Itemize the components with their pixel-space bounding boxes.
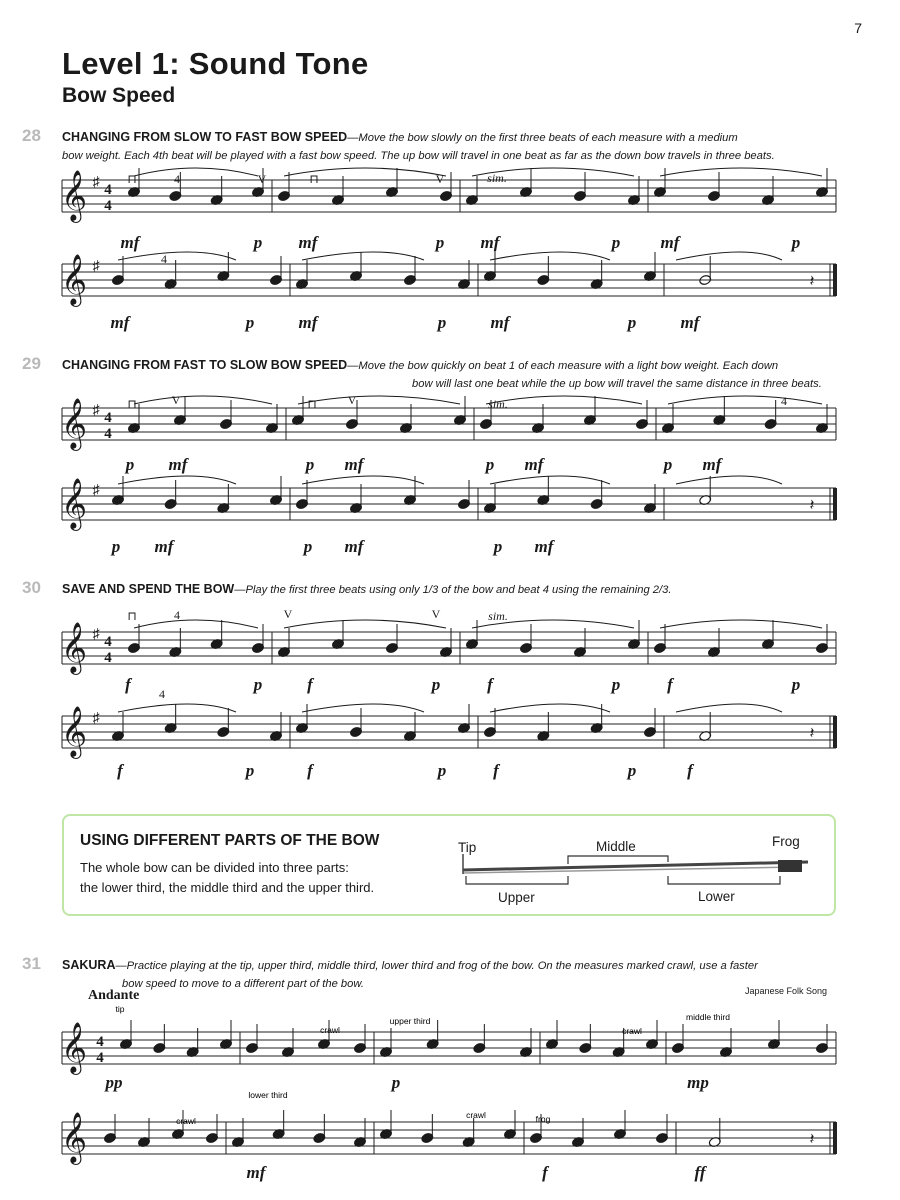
key-signature-sharp: ♯ xyxy=(92,711,100,726)
slur xyxy=(284,620,446,628)
bow-region-annotation: crawl xyxy=(320,1025,340,1035)
slur xyxy=(134,620,258,628)
quarter-rest: 𝄽 xyxy=(809,1131,815,1148)
dynamic-marking: f xyxy=(487,675,493,694)
finger-number: 4 xyxy=(174,172,180,186)
key-signature-sharp: ♯ xyxy=(92,259,100,274)
dynamic-marking: p xyxy=(791,233,801,252)
notes-layer xyxy=(103,168,828,1148)
bow-label-upper: Upper xyxy=(498,890,535,905)
up-bow-mark: V xyxy=(347,393,357,407)
time-signature-top: 4 xyxy=(104,182,112,198)
dynamic-marking: f xyxy=(307,675,313,694)
bow-region-annotation: tip xyxy=(115,1004,125,1014)
bow-frog xyxy=(778,860,802,872)
bow-region-annotation: crawl xyxy=(176,1116,196,1126)
sim-marking: sim. xyxy=(488,397,508,411)
down-bow-mark: ⊓ xyxy=(127,609,137,623)
bow-region-annotation: crawl xyxy=(622,1026,642,1036)
slur xyxy=(298,396,460,404)
section-subtitle: Bow Speed xyxy=(62,84,176,107)
quarter-rest: 𝄽 xyxy=(809,497,815,514)
slur xyxy=(118,704,236,712)
slur xyxy=(660,620,822,628)
exercise-number-30: 30 xyxy=(22,578,41,597)
time-signature-top: 4 xyxy=(96,1034,104,1050)
exercise-31-heading: SAKURA xyxy=(62,958,116,972)
dynamic-marking: f xyxy=(542,1163,548,1182)
up-bow-mark: V xyxy=(283,607,293,621)
bow-region-annotation: lower third xyxy=(248,1090,288,1100)
dynamic-marking: mf xyxy=(680,313,700,332)
quarter-rest: 𝄽 xyxy=(809,725,815,742)
dynamic-marking: p xyxy=(253,233,263,252)
key-signature-sharp: ♯ xyxy=(92,627,100,642)
time-signature-top: 4 xyxy=(104,634,112,650)
dynamic-marking: p xyxy=(437,761,447,780)
sim-marking: sim. xyxy=(488,609,508,623)
dynamic-marking: p xyxy=(437,313,447,332)
exercise-28-desc-1: —Move the bow slowly on the first three beats of each measure with a medium xyxy=(347,132,738,144)
dynamic-marking: mf xyxy=(534,537,554,556)
bow-stick xyxy=(463,862,808,870)
dynamic-marking: f xyxy=(307,761,313,780)
down-bow-mark: ⊓ xyxy=(307,397,317,411)
slur xyxy=(676,252,782,260)
final-barline xyxy=(833,488,837,520)
dynamic-marking: mf xyxy=(480,233,500,252)
dynamic-marking: p xyxy=(253,675,263,694)
callout-body-line-2: the lower third, the middle third and the upper third. xyxy=(80,880,375,895)
finger-number: 4 xyxy=(174,608,180,622)
dynamic-marking: f xyxy=(687,761,693,780)
dynamic-marking: p xyxy=(627,761,637,780)
dynamic-marking: p xyxy=(391,1073,401,1092)
dynamic-marking: mf xyxy=(110,313,130,332)
finger-number: 4 xyxy=(159,687,165,701)
dynamic-marking: p xyxy=(245,313,255,332)
slur xyxy=(302,704,424,712)
exercise-number-31: 31 xyxy=(22,954,41,973)
dynamic-marking: p xyxy=(245,761,255,780)
dynamic-marking: f xyxy=(667,675,673,694)
callout-title: USING DIFFERENT PARTS OF THE BOW xyxy=(80,832,380,849)
bow-label-tip: Tip xyxy=(458,840,477,855)
final-barline xyxy=(833,264,837,296)
slur xyxy=(302,252,424,260)
up-bow-mark: V xyxy=(171,393,181,407)
treble-clef: 𝄞 xyxy=(60,171,88,220)
exercise-31-desc-2: bow speed to move to a different part of the bow. xyxy=(122,978,364,990)
down-bow-mark: ⊓ xyxy=(309,172,319,186)
exercise-number-28: 28 xyxy=(22,126,41,145)
bow-region-annotation: upper third xyxy=(389,1016,431,1026)
dynamic-marking: p xyxy=(435,233,445,252)
dynamic-marking: mf xyxy=(524,455,544,474)
exercise-29-desc-1: —Move the bow quickly on beat 1 of each measure with a light bow weight. Each down xyxy=(347,360,779,372)
exercise-30-heading: SAVE AND SPEND THE BOW xyxy=(62,582,235,596)
exercise-28-heading: CHANGING FROM SLOW TO FAST BOW SPEED xyxy=(62,130,348,144)
dynamic-marking: p xyxy=(303,537,313,556)
slur xyxy=(490,704,610,712)
dynamic-marking: p xyxy=(305,455,315,474)
upper-bracket xyxy=(466,876,568,884)
dynamic-marking: p xyxy=(431,675,441,694)
page-title: Level 1: Sound Tone xyxy=(62,46,369,81)
treble-clef: 𝄞 xyxy=(60,399,88,448)
dynamic-marking: mf xyxy=(344,455,364,474)
up-bow-mark: V xyxy=(431,607,441,621)
dynamic-marking: mf xyxy=(490,313,510,332)
dynamic-marking: ff xyxy=(694,1163,706,1182)
key-signature-sharp: ♯ xyxy=(92,483,100,498)
bow-label-lower: Lower xyxy=(698,889,735,904)
finger-number: 4 xyxy=(781,394,787,408)
lower-bracket xyxy=(668,876,780,884)
page-number: 7 xyxy=(854,20,862,36)
down-bow-mark: ⊓ xyxy=(127,397,137,411)
markings-layer xyxy=(104,171,801,1182)
sim-marking: sim. xyxy=(487,171,507,185)
time-signature-bottom: 4 xyxy=(96,1050,104,1066)
quarter-rest: 𝄽 xyxy=(809,273,815,290)
dynamic-marking: pp xyxy=(105,1073,123,1092)
treble-clef: 𝄞 xyxy=(60,707,88,756)
dynamic-marking: f xyxy=(125,675,131,694)
dynamic-marking: mp xyxy=(687,1073,709,1092)
treble-clef: 𝄞 xyxy=(60,255,88,304)
slur xyxy=(490,252,610,260)
final-barline xyxy=(833,1122,837,1154)
exercise-30-desc-1: —Play the first three beats using only 1/3 of the bow and beat 4 using the remaining 2/3. xyxy=(234,584,672,596)
dynamic-marking: p xyxy=(485,455,495,474)
dynamic-marking: p xyxy=(627,313,637,332)
exercise-28-desc-2: bow weight. Each 4th beat will be played with a fast bow speed. The up bow will travel in one beat as far as the down bow travels in three beats. xyxy=(62,150,775,162)
dynamic-marking: p xyxy=(611,675,621,694)
dynamic-marking: p xyxy=(493,537,503,556)
slur xyxy=(284,168,446,176)
bow-label-frog: Frog xyxy=(772,834,800,849)
bow-label-middle: Middle xyxy=(596,839,636,854)
dynamic-marking: mf xyxy=(298,233,318,252)
slur xyxy=(668,396,822,404)
slur xyxy=(118,476,236,484)
key-signature-sharp: ♯ xyxy=(92,175,100,190)
up-bow-mark: V xyxy=(435,172,445,186)
dynamic-marking: mf xyxy=(298,313,318,332)
middle-bracket xyxy=(568,856,668,864)
treble-clef: 𝄞 xyxy=(60,1023,88,1072)
composer-credit: Japanese Folk Song xyxy=(745,986,828,996)
exercise-number-29: 29 xyxy=(22,354,41,373)
dynamic-marking: p xyxy=(791,675,801,694)
treble-clef: 𝄞 xyxy=(60,479,88,528)
slur xyxy=(490,476,610,484)
down-bow-mark: ⊓ xyxy=(127,172,137,186)
slur xyxy=(302,476,424,484)
bow-region-annotation: middle third xyxy=(686,1012,730,1022)
key-signature-sharp: ♯ xyxy=(92,403,100,418)
dynamic-marking: mf xyxy=(344,537,364,556)
time-signature-top: 4 xyxy=(104,410,112,426)
dynamic-marking: mf xyxy=(246,1163,266,1182)
dynamic-marking: p xyxy=(125,455,135,474)
time-signature-bottom: 4 xyxy=(104,426,112,442)
final-barline xyxy=(833,716,837,748)
bow-region-annotation: crawl xyxy=(466,1110,486,1120)
slur xyxy=(134,168,258,176)
slur xyxy=(676,476,782,484)
dynamic-marking: p xyxy=(611,233,621,252)
exercise-29-desc-2: bow will last one beat while the up bow will travel the same distance in three beats. xyxy=(412,378,822,390)
slur xyxy=(486,396,642,404)
exercise-31-desc-1: —Practice playing at the tip, upper third, middle third, lower third and frog of the bow. On the measures marked crawl, use a faster xyxy=(115,960,758,972)
treble-clef: 𝄞 xyxy=(60,1113,88,1162)
slur xyxy=(134,396,272,404)
up-bow-mark: V xyxy=(257,172,267,186)
tempo-marking: Andante xyxy=(88,988,140,1003)
dynamic-marking: mf xyxy=(660,233,680,252)
time-signature-bottom: 4 xyxy=(104,198,112,214)
slur xyxy=(660,168,822,176)
dynamic-marking: p xyxy=(663,455,673,474)
exercise-29-heading: CHANGING FROM FAST TO SLOW BOW SPEED xyxy=(62,358,348,372)
dynamic-marking: mf xyxy=(702,455,722,474)
bow-region-annotation: frog xyxy=(535,1114,551,1124)
treble-clef: 𝄞 xyxy=(60,623,88,672)
dynamic-marking: mf xyxy=(168,455,188,474)
dynamic-marking: f xyxy=(493,761,499,780)
dynamic-marking: f xyxy=(117,761,123,780)
finger-number: 4 xyxy=(161,252,167,266)
dynamic-marking: mf xyxy=(120,233,140,252)
dynamic-marking: p xyxy=(111,537,121,556)
dynamic-marking: mf xyxy=(154,537,174,556)
slur xyxy=(118,252,236,260)
bow-diagram xyxy=(463,854,808,884)
slur xyxy=(676,704,782,712)
callout-body-line-1: The whole bow can be divided into three parts: xyxy=(80,860,349,875)
time-signature-bottom: 4 xyxy=(104,650,112,666)
